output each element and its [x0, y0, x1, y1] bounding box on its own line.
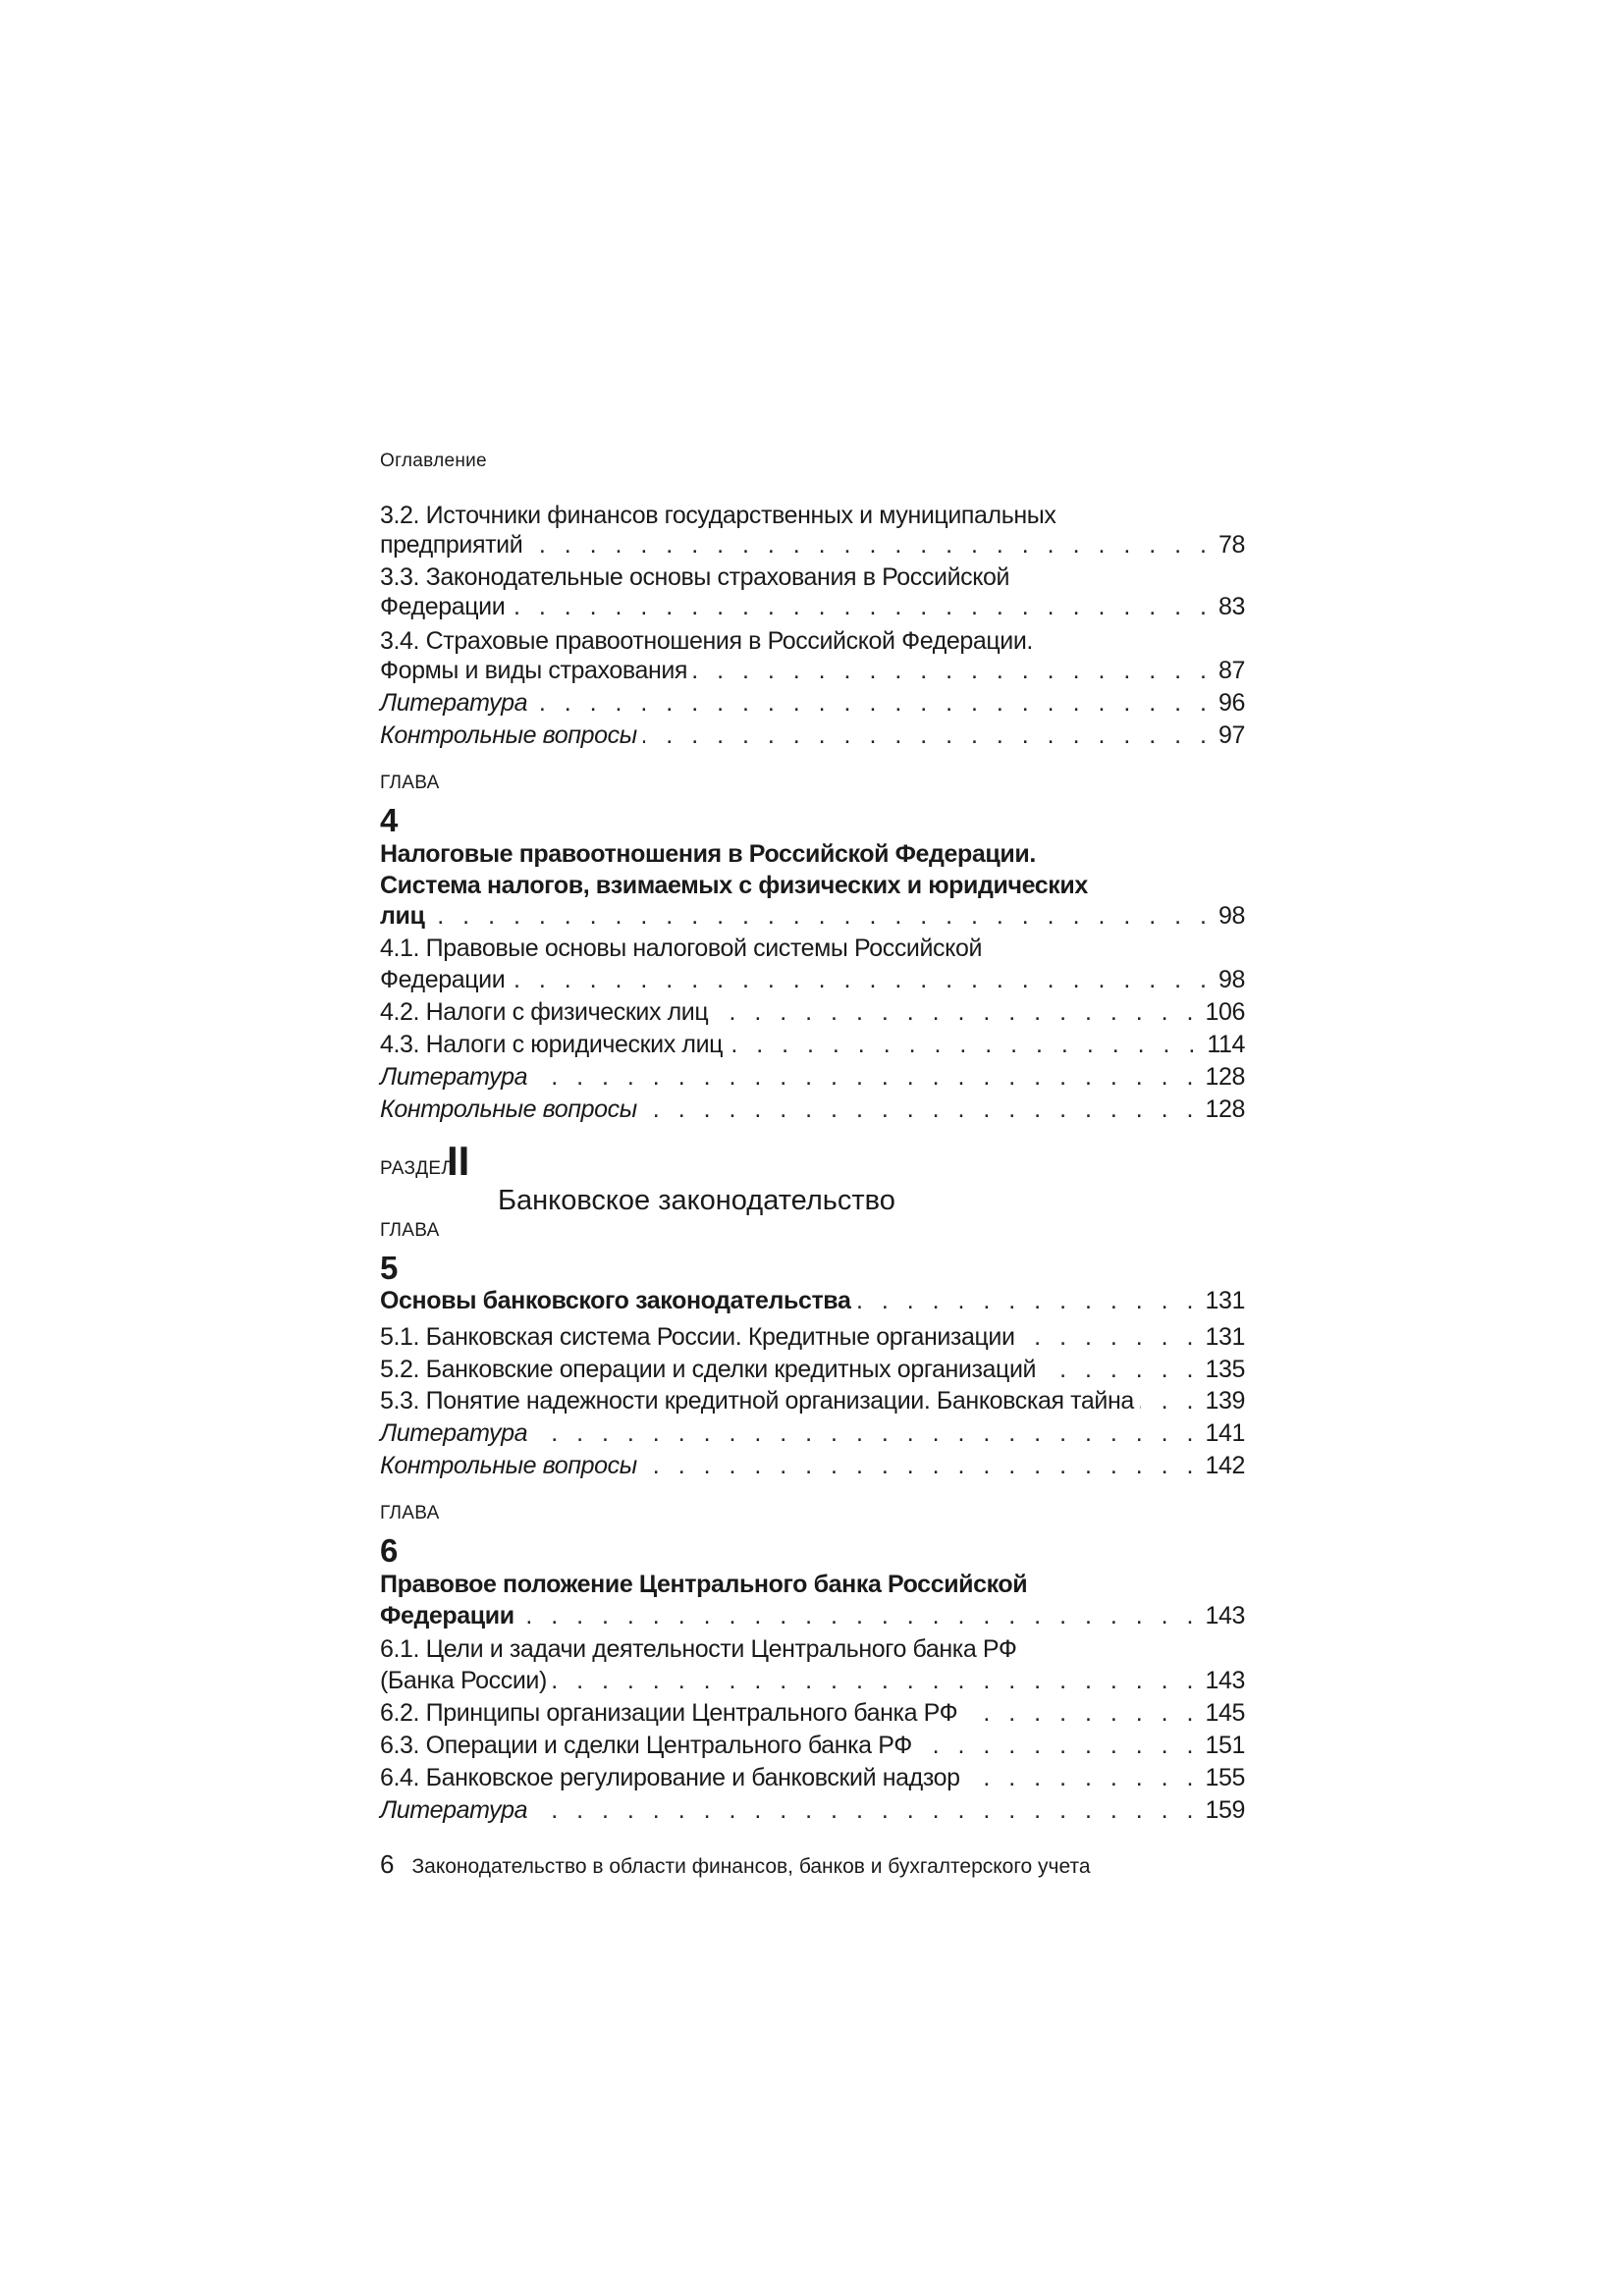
entry-page: 139 [1205, 1387, 1245, 1415]
dot-leader [1021, 1321, 1200, 1353]
entry-page: 151 [1205, 1732, 1245, 1759]
toc-entry[interactable] [380, 1417, 1245, 1449]
toc-entry[interactable] [380, 687, 1245, 719]
entry-title: Федерации [380, 966, 506, 993]
dot-leader [511, 964, 1213, 995]
toc-entry[interactable] [380, 500, 1245, 531]
entry-page: 142 [1205, 1452, 1245, 1479]
chapter-label: ГЛАВА [380, 1220, 440, 1241]
entry-page: 78 [1217, 531, 1245, 559]
entry-page: 143 [1205, 1602, 1245, 1629]
dot-leader [643, 720, 1213, 751]
toc-entry[interactable] [380, 1061, 1245, 1093]
entry-page: 87 [1217, 657, 1245, 684]
entry-title: Система налогов, взимаемых с физических и юридических [380, 872, 1088, 899]
entry-page: 159 [1205, 1796, 1245, 1824]
entry-page: 128 [1205, 1063, 1245, 1091]
entry-title: 3.4. Страховые правоотношения в Российской Федерации. [380, 627, 1033, 655]
entry-title: 6.3. Операции и сделки Центрального банка РФ [380, 1732, 912, 1759]
entry-page: 131 [1205, 1323, 1245, 1351]
section-number: II [447, 1138, 470, 1184]
toc-entry[interactable] [380, 591, 1245, 622]
toc-entry[interactable] [380, 720, 1245, 751]
entry-page: 155 [1205, 1764, 1245, 1791]
dot-leader [528, 529, 1213, 561]
entry-title: 3.3. Законодательные основы страхования в Российской [380, 563, 1010, 591]
chapter-label: ГЛАВА [380, 773, 440, 793]
toc-entry[interactable] [380, 838, 1245, 870]
dot-leader [643, 1094, 1200, 1125]
entry-title: Формы и виды страхования [380, 657, 688, 684]
dot-leader [856, 1285, 1199, 1316]
toc-entry[interactable] [380, 1285, 1245, 1316]
entry-title: Налоговые правоотношения в Российской Федерации. [380, 840, 1036, 868]
entry-title: Контрольные вопросы [380, 1095, 637, 1123]
entry-page: 106 [1205, 998, 1245, 1026]
toc-entry[interactable] [380, 1697, 1245, 1729]
dot-leader [693, 655, 1213, 686]
toc-entry[interactable] [380, 900, 1245, 932]
book-title: Законодательство в области финансов, банков и бухгалтерского учета [411, 1855, 1091, 1878]
section-title: Банковское законодательство [498, 1185, 895, 1216]
dot-leader [643, 1450, 1200, 1481]
entry-title: Контрольные вопросы [380, 721, 637, 749]
toc-entry[interactable] [380, 625, 1245, 657]
toc-entry[interactable] [380, 933, 1245, 964]
toc-entry[interactable] [380, 561, 1245, 593]
dot-leader [533, 1061, 1199, 1093]
entry-page: 128 [1205, 1095, 1245, 1123]
dot-leader [553, 1665, 1200, 1696]
entry-page: 143 [1205, 1667, 1245, 1694]
toc-entry[interactable] [380, 1354, 1245, 1385]
entry-page: 145 [1205, 1699, 1245, 1727]
entry-title: Федерации [380, 1602, 514, 1629]
entry-page: 98 [1217, 902, 1245, 930]
chapter-number: 6 [380, 1532, 399, 1569]
entry-title: 4.1. Правовые основы налоговой системы Российской [380, 934, 983, 962]
dot-leader [430, 900, 1213, 932]
entry-title: Литература [380, 1796, 528, 1824]
entry-page: 141 [1205, 1419, 1245, 1447]
entry-title: Литература [380, 689, 528, 717]
dot-leader [729, 1029, 1201, 1060]
dot-leader [714, 996, 1199, 1028]
toc-entry[interactable] [380, 1794, 1245, 1826]
entry-title: 3.2. Источники финансов государственных и муниципальных [380, 502, 1056, 529]
toc-entry[interactable] [380, 1665, 1245, 1696]
entry-title: 5.1. Банковская система России. Кредитные организации [380, 1323, 1015, 1351]
chapter-label: ГЛАВА [380, 1503, 440, 1523]
entry-page: 83 [1217, 593, 1245, 620]
entry-title: Федерации [380, 593, 506, 620]
toc-entry[interactable] [380, 1385, 1245, 1416]
toc-entry[interactable] [380, 529, 1245, 561]
entry-page: 114 [1207, 1031, 1245, 1058]
entry-page: 135 [1205, 1356, 1245, 1383]
running-header: Оглавление [380, 451, 487, 471]
toc-entry[interactable] [380, 1450, 1245, 1481]
entry-title: лиц [380, 902, 425, 930]
entry-title: (Банка России) [380, 1667, 547, 1694]
dot-leader [520, 1600, 1200, 1631]
toc-entry[interactable] [380, 1029, 1245, 1060]
toc-entry[interactable] [380, 1762, 1245, 1793]
entry-title: 5.2. Банковские операции и сделки кредитных организаций [380, 1356, 1037, 1383]
toc-entry[interactable] [380, 1730, 1245, 1761]
dot-leader [511, 591, 1213, 622]
entry-title: Правовое положение Центрального банка Российской [380, 1571, 1028, 1598]
section-label: РАЗДЕЛ [380, 1158, 455, 1179]
dot-leader [1042, 1354, 1199, 1385]
chapter-number: 4 [380, 802, 399, 838]
dot-leader [963, 1697, 1199, 1729]
dot-leader [533, 1417, 1199, 1449]
dot-leader [533, 1794, 1199, 1826]
toc-entry[interactable] [380, 996, 1245, 1028]
entry-title: 4.2. Налоги с физических лиц [380, 998, 709, 1026]
dot-leader [1140, 1385, 1200, 1416]
toc-entry[interactable] [380, 1600, 1245, 1631]
entry-page: 131 [1205, 1287, 1245, 1314]
chapter-number: 5 [380, 1250, 399, 1286]
entry-page: 97 [1217, 721, 1245, 749]
page-footer [380, 1849, 1091, 1882]
dot-leader [966, 1762, 1200, 1793]
toc-entry[interactable] [380, 1569, 1245, 1600]
entry-title: Литература [380, 1063, 528, 1091]
dot-leader [918, 1730, 1200, 1761]
toc-entry[interactable] [380, 1094, 1245, 1125]
entry-title: 6.4. Банковское регулирование и банковский надзор [380, 1764, 960, 1791]
entry-page: 96 [1217, 689, 1245, 717]
entry-title: Основы банковского законодательства [380, 1287, 851, 1314]
toc-entry[interactable] [380, 1633, 1245, 1665]
toc-entry[interactable] [380, 870, 1245, 901]
toc-entry[interactable] [380, 964, 1245, 995]
entry-title: Литература [380, 1419, 528, 1447]
entry-title: 5.3. Понятие надежности кредитной организации. Банковская тайна [380, 1387, 1134, 1415]
entry-title: 6.1. Цели и задачи деятельности Центрального банка РФ [380, 1635, 1017, 1663]
entry-title: 4.3. Налоги с юридических лиц [380, 1031, 724, 1058]
entry-page: 98 [1217, 966, 1245, 993]
entry-title: Контрольные вопросы [380, 1452, 637, 1479]
dot-leader [533, 687, 1213, 719]
toc-entry[interactable] [380, 1321, 1245, 1353]
entry-title: предприятий [380, 531, 523, 559]
toc-entry[interactable] [380, 655, 1245, 686]
entry-title: 6.2. Принципы организации Центрального банка РФ [380, 1699, 958, 1727]
page-number: 6 [380, 1849, 395, 1879]
